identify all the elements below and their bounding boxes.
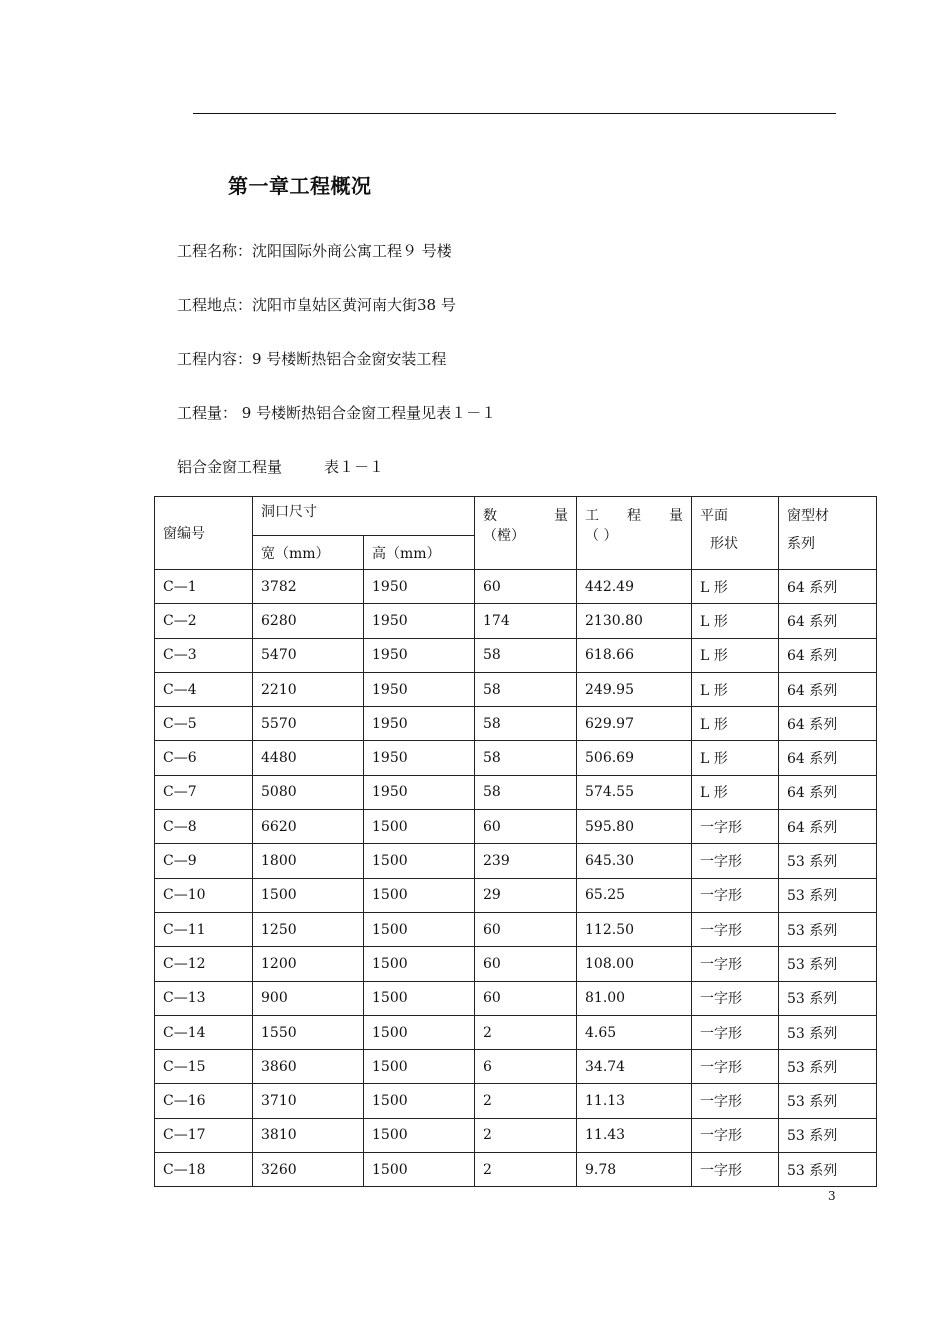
header-shape-a: 平面 <box>700 508 728 524</box>
profile-cell: 53 系列 <box>779 1050 877 1084</box>
width-cell: 6280 <box>253 604 364 638</box>
quantity-cell: 574.55 <box>577 775 692 809</box>
header-count-unit: （樘） <box>483 528 525 544</box>
count-cell: 6 <box>475 1050 577 1084</box>
window-no-cell: C—18 <box>155 1153 253 1187</box>
height-cell: 1500 <box>364 1153 475 1187</box>
count-cell: 60 <box>475 570 577 604</box>
shape-cell: 一字形 <box>692 947 779 981</box>
shape-cell: L 形 <box>692 672 779 706</box>
shape-cell: 一字形 <box>692 1153 779 1187</box>
count-cell: 60 <box>475 810 577 844</box>
window-quantity-table <box>154 496 877 1187</box>
shape-cell: L 形 <box>692 741 779 775</box>
height-cell: 1950 <box>364 570 475 604</box>
height-cell: 1950 <box>364 672 475 706</box>
shape-cell: 一字形 <box>692 912 779 946</box>
width-cell: 1500 <box>253 878 364 912</box>
profile-cell: 53 系列 <box>779 844 877 878</box>
height-cell: 1500 <box>364 947 475 981</box>
window-no-cell: C—17 <box>155 1118 253 1152</box>
count-cell: 239 <box>475 844 577 878</box>
window-no-cell: C—4 <box>155 672 253 706</box>
header-window-no: 窗编号 <box>155 497 253 570</box>
quantity-cell: 81.00 <box>577 981 692 1015</box>
window-no-cell: C—16 <box>155 1084 253 1118</box>
header-quantity <box>577 497 692 570</box>
quantity-cell: 249.95 <box>577 672 692 706</box>
profile-cell: 53 系列 <box>779 878 877 912</box>
quantity-cell: 595.80 <box>577 810 692 844</box>
profile-cell: 64 系列 <box>779 810 877 844</box>
count-cell: 2 <box>475 1153 577 1187</box>
count-cell: 60 <box>475 981 577 1015</box>
project-content-line: 工程内容：9 号楼断热铝合金窗安装工程 <box>177 350 447 368</box>
window-no-cell: C—9 <box>155 844 253 878</box>
profile-cell: 53 系列 <box>779 1153 877 1187</box>
window-no-cell: C—5 <box>155 707 253 741</box>
table-caption <box>177 456 384 477</box>
header-height: 高（mm） <box>364 536 475 570</box>
header-count-a: 数 <box>483 508 497 524</box>
quantity-cell: 65.25 <box>577 878 692 912</box>
shape-cell: L 形 <box>692 638 779 672</box>
table-row <box>155 775 877 809</box>
header-qty-c: 量 <box>669 508 683 524</box>
height-cell: 1500 <box>364 878 475 912</box>
table-row <box>155 707 877 741</box>
count-cell: 58 <box>475 741 577 775</box>
quantity-cell: 2130.80 <box>577 604 692 638</box>
width-cell: 3810 <box>253 1118 364 1152</box>
count-cell: 58 <box>475 707 577 741</box>
width-cell: 5080 <box>253 775 364 809</box>
height-cell: 1500 <box>364 1050 475 1084</box>
height-cell: 1950 <box>364 741 475 775</box>
shape-cell: 一字形 <box>692 1084 779 1118</box>
table-caption-title: 铝合金窗工程量 <box>177 458 283 476</box>
profile-cell: 64 系列 <box>779 672 877 706</box>
shape-cell: 一字形 <box>692 981 779 1015</box>
quantity-cell: 34.74 <box>577 1050 692 1084</box>
table-row <box>155 741 877 775</box>
height-cell: 1500 <box>364 844 475 878</box>
header-profile-b: 系列 <box>787 536 815 552</box>
height-cell: 1500 <box>364 1015 475 1049</box>
count-cell: 2 <box>475 1084 577 1118</box>
quantity-cell: 629.97 <box>577 707 692 741</box>
width-cell: 3710 <box>253 1084 364 1118</box>
width-cell: 3782 <box>253 570 364 604</box>
shape-cell: 一字形 <box>692 1015 779 1049</box>
count-cell: 2 <box>475 1118 577 1152</box>
height-cell: 1500 <box>364 1084 475 1118</box>
shape-cell: L 形 <box>692 604 779 638</box>
profile-cell: 64 系列 <box>779 570 877 604</box>
profile-cell: 53 系列 <box>779 947 877 981</box>
height-cell: 1950 <box>364 604 475 638</box>
height-cell: 1500 <box>364 1118 475 1152</box>
header-shape-b: 形状 <box>710 536 738 552</box>
profile-cell: 53 系列 <box>779 912 877 946</box>
header-rule <box>193 113 836 114</box>
width-cell: 1250 <box>253 912 364 946</box>
count-cell: 60 <box>475 912 577 946</box>
project-name-line: 工程名称：沈阳国际外商公寓工程９ 号楼 <box>177 242 452 260</box>
project-location-line: 工程地点：沈阳市皇姑区黄河南大街38 号 <box>177 296 456 314</box>
window-no-cell: C—10 <box>155 878 253 912</box>
table-row <box>155 1118 877 1152</box>
header-count <box>475 497 577 570</box>
count-cell: 2 <box>475 1015 577 1049</box>
width-cell: 5470 <box>253 638 364 672</box>
header-count-b: 量 <box>554 508 568 524</box>
profile-cell: 64 系列 <box>779 775 877 809</box>
page-number: 3 <box>828 1189 836 1203</box>
width-cell: 900 <box>253 981 364 1015</box>
table-row <box>155 1153 877 1187</box>
table-row <box>155 604 877 638</box>
window-no-cell: C—12 <box>155 947 253 981</box>
table-row <box>155 981 877 1015</box>
profile-cell: 64 系列 <box>779 741 877 775</box>
shape-cell: 一字形 <box>692 1118 779 1152</box>
width-cell: 3260 <box>253 1153 364 1187</box>
chapter-title: 第一章工程概况 <box>228 174 372 198</box>
window-no-cell: C—11 <box>155 912 253 946</box>
table-row <box>155 1050 877 1084</box>
table-row <box>155 810 877 844</box>
table-row <box>155 912 877 946</box>
window-no-cell: C—8 <box>155 810 253 844</box>
count-cell: 58 <box>475 775 577 809</box>
window-no-cell: C—2 <box>155 604 253 638</box>
window-no-cell: C—14 <box>155 1015 253 1049</box>
header-width: 宽（mm） <box>253 536 364 570</box>
table-row <box>155 947 877 981</box>
height-cell: 1500 <box>364 981 475 1015</box>
width-cell: 3860 <box>253 1050 364 1084</box>
table-row <box>155 1015 877 1049</box>
shape-cell: 一字形 <box>692 810 779 844</box>
shape-cell: 一字形 <box>692 878 779 912</box>
header-qty-a: 工 <box>585 508 599 524</box>
profile-cell: 53 系列 <box>779 1118 877 1152</box>
width-cell: 2210 <box>253 672 364 706</box>
height-cell: 1950 <box>364 775 475 809</box>
shape-cell: 一字形 <box>692 1050 779 1084</box>
quantity-cell: 11.43 <box>577 1118 692 1152</box>
window-no-cell: C—6 <box>155 741 253 775</box>
window-no-cell: C—15 <box>155 1050 253 1084</box>
width-cell: 1550 <box>253 1015 364 1049</box>
count-cell: 58 <box>475 638 577 672</box>
header-profile <box>779 497 877 570</box>
table-caption-number: 表１－１ <box>324 458 385 476</box>
project-quantity-line: 工程量： 9 号楼断热铝合金窗工程量见表１－１ <box>177 404 497 422</box>
shape-cell: 一字形 <box>692 844 779 878</box>
window-no-cell: C—1 <box>155 570 253 604</box>
quantity-cell: 108.00 <box>577 947 692 981</box>
width-cell: 6620 <box>253 810 364 844</box>
header-shape <box>692 497 779 570</box>
quantity-cell: 4.65 <box>577 1015 692 1049</box>
count-cell: 29 <box>475 878 577 912</box>
quantity-cell: 506.69 <box>577 741 692 775</box>
window-no-cell: C—13 <box>155 981 253 1015</box>
quantity-cell: 645.30 <box>577 844 692 878</box>
window-no-cell: C—3 <box>155 638 253 672</box>
profile-cell: 53 系列 <box>779 981 877 1015</box>
height-cell: 1950 <box>364 707 475 741</box>
quantity-cell: 442.49 <box>577 570 692 604</box>
quantity-cell: 618.66 <box>577 638 692 672</box>
table-row <box>155 1084 877 1118</box>
profile-cell: 53 系列 <box>779 1084 877 1118</box>
height-cell: 1500 <box>364 810 475 844</box>
quantity-cell: 112.50 <box>577 912 692 946</box>
table-row <box>155 638 877 672</box>
shape-cell: L 形 <box>692 707 779 741</box>
header-qty-unit: （ ） <box>585 528 618 544</box>
quantity-cell: 9.78 <box>577 1153 692 1187</box>
profile-cell: 64 系列 <box>779 604 877 638</box>
width-cell: 1800 <box>253 844 364 878</box>
header-opening-size: 洞口尺寸 <box>253 497 475 536</box>
header-profile-a: 窗型材 <box>787 508 829 524</box>
count-cell: 58 <box>475 672 577 706</box>
table-row <box>155 570 877 604</box>
height-cell: 1950 <box>364 638 475 672</box>
count-cell: 174 <box>475 604 577 638</box>
table-body <box>155 570 877 1187</box>
profile-cell: 53 系列 <box>779 1015 877 1049</box>
table-row <box>155 878 877 912</box>
table-row <box>155 672 877 706</box>
shape-cell: L 形 <box>692 775 779 809</box>
width-cell: 1200 <box>253 947 364 981</box>
header-qty-b: 程 <box>627 508 641 524</box>
height-cell: 1500 <box>364 912 475 946</box>
quantity-cell: 11.13 <box>577 1084 692 1118</box>
window-no-cell: C—7 <box>155 775 253 809</box>
profile-cell: 64 系列 <box>779 707 877 741</box>
width-cell: 4480 <box>253 741 364 775</box>
width-cell: 5570 <box>253 707 364 741</box>
profile-cell: 64 系列 <box>779 638 877 672</box>
count-cell: 60 <box>475 947 577 981</box>
table-row <box>155 844 877 878</box>
shape-cell: L 形 <box>692 570 779 604</box>
